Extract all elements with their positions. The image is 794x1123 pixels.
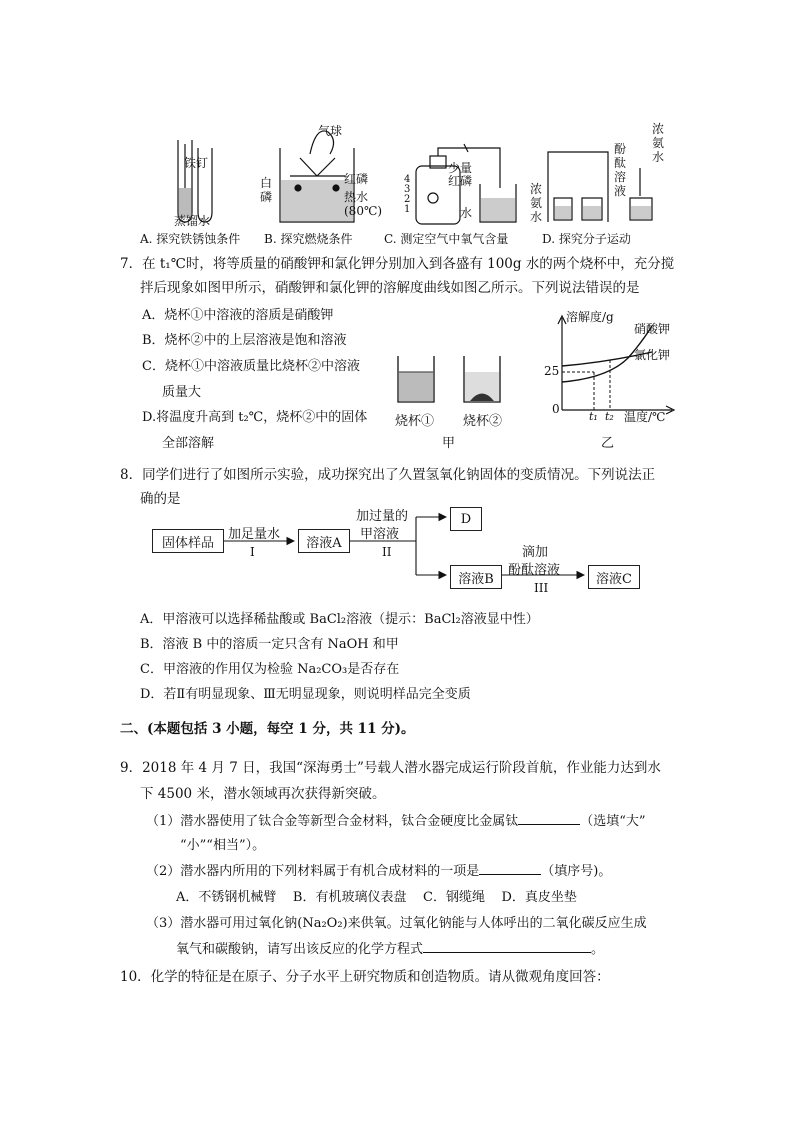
fig-c-label-water: 水 — [460, 206, 473, 220]
fig-b-label-temp: (80℃) — [344, 204, 383, 218]
chart-xlabel: 温度/℃ — [624, 410, 666, 424]
flow-step1-label: 加足量水 — [228, 527, 281, 542]
flow-step2-num: II — [382, 545, 392, 559]
q9-part1-blank[interactable] — [518, 812, 580, 825]
q8-option-d: D．若Ⅱ有明显现象、Ⅲ无明显现象，则说明样品完全变质 — [140, 687, 471, 702]
fig-d-label-phenolphthalein: 酚酞溶液 — [614, 142, 627, 198]
q7-stem-line2: 拌后现象如图甲所示，硝酸钾和氯化钾的溶解度曲线如图乙所示。下列说法错误的是 — [140, 280, 640, 296]
fig-jia-label: 甲 — [442, 436, 456, 451]
q7-beakers-figure — [390, 352, 510, 410]
q9-part2-options: A．不锈钢机械臂 B．有机玻璃仪表盘 C．钢缆绳 D．真皮坐垫 — [176, 890, 577, 905]
fig-yi-label: 乙 — [601, 436, 615, 451]
flow-box-d: D — [450, 507, 482, 531]
fig-c-scale-3: 3 — [404, 184, 411, 195]
chart-xtick-t2: t₂ — [605, 410, 614, 423]
q7-option-c-cont: 质量大 — [162, 385, 202, 400]
q9-part1-cont: “小”“相当”）。 — [180, 838, 266, 853]
q7-option-b: B．烧杯②中的上层溶液是饱和溶液 — [142, 333, 347, 348]
q9-part2-blank[interactable] — [479, 862, 541, 875]
beaker-2-label: 烧杯② — [463, 414, 503, 429]
flow-step2-label-1: 加过量的 — [356, 509, 409, 524]
legend-kno3: 硝酸钾 — [634, 322, 671, 336]
fig-c-label-red-p: 少量红磷 — [448, 161, 473, 188]
q8-option-a: A．甲溶液可以选择稀盐酸或 BaCl₂溶液（提示：BaCl₂溶液显中性） — [140, 612, 539, 627]
fig-b-label-white-p: 白磷 — [260, 176, 273, 204]
fig-b-label-balloon: 气球 — [318, 124, 343, 138]
flow-step3-num: III — [534, 581, 549, 595]
fig-c-scale-2: 2 — [404, 194, 411, 205]
q7-stem-line1: 7．在 t₁℃时，将等质量的硝酸钾和氯化钾分别加入到各盛有 100g 水的两个烧杯中，充分搅 — [120, 256, 675, 272]
q9-part3-end: 。 — [591, 942, 605, 957]
flow-step1-num: I — [250, 545, 255, 559]
fig-b-label-hot-water: 热水 — [344, 190, 369, 204]
flow-box-solution-c: 溶液C — [588, 565, 640, 589]
q7-option-d: D.将温度升高到 t₂℃，烧杯②中的固体 — [142, 410, 368, 425]
beaker-1-label: 烧杯① — [395, 414, 435, 429]
q9-part1-tail: （选填“大” — [580, 814, 646, 829]
fig-c-scale-4: 4 — [404, 174, 411, 185]
fig-b-label-red-p: 红磷 — [344, 172, 369, 186]
fig-d-label-ammonia-left: 浓氨水 — [530, 182, 543, 224]
caption-c: C. 测定空气中氧气含量 — [384, 232, 509, 246]
q9-part3-line2 — [176, 938, 604, 957]
fig-c-scale-1: 1 — [404, 204, 411, 215]
chart-xtick-t1: t₁ — [589, 410, 598, 423]
q9-part3-blank[interactable] — [423, 940, 591, 953]
flow-step3-label-1: 滴加 — [522, 545, 549, 560]
q7-option-d-cont: 全部溶解 — [162, 436, 215, 451]
q8-flow-diagram — [150, 505, 650, 600]
solubility-chart — [544, 310, 678, 424]
q8-stem-line1: 8．同学们进行了如图所示实验，成功探究出了久置氢氧化钠固体的变质情况。下列说法正 — [120, 467, 656, 483]
fig-a-label-water: 蒸馏水 — [174, 214, 211, 228]
q7-option-c: C．烧杯①中溶液质量比烧杯②中溶液 — [142, 359, 360, 374]
q9-part1-text: （1）潜水器使用了钛合金等新型合金材料，钛合金硬度比金属钛 — [146, 814, 519, 829]
q8-stem-line2: 确的是 — [140, 491, 181, 507]
q9-part2-tail: （填序号)。 — [541, 864, 612, 879]
q8-option-b: B．溶液 B 中的溶质一定只含有 NaOH 和甲 — [140, 637, 399, 652]
section-2-heading: 二、(本题包括 3 小题，每空 1 分，共 11 分)。 — [120, 721, 415, 737]
q9-stem-line1: 9．2018 年 4 月 7 日，我国“深海勇士”号载人潜水器完成运行阶段首航，作业能力达到水 — [120, 760, 661, 776]
fig-d-label-ammonia-right: 浓氨水 — [652, 122, 665, 164]
q9-stem-line2: 下 4500 米，潜水领域再次获得新突破。 — [140, 786, 386, 802]
q9-part2-text: （2）潜水器内所用的下列材料属于有机合成材料的一项是 — [146, 864, 480, 879]
flow-box-solution-a: 溶液A — [298, 529, 350, 553]
q9-part3-text: 氧气和碳酸钠，请写出该反应的化学方程式 — [176, 942, 424, 957]
caption-a: A. 探究铁锈蚀条件 — [140, 232, 241, 246]
q9-part2 — [146, 860, 611, 879]
q7-option-a: A．烧杯①中溶液的溶质是硝酸钾 — [142, 308, 334, 323]
flow-box-sample: 固体样品 — [152, 529, 224, 553]
q9-part3-line1: （3）潜水器可用过氧化钠(Na₂O₂)来供氧。过氧化钠能与人体呼出的二氧化碳反应生成 — [146, 916, 647, 931]
chart-ytick-25: 25 — [544, 364, 560, 378]
chart-ylabel: 溶解度/g — [566, 310, 614, 324]
flow-step2-label-2: 甲溶液 — [360, 527, 400, 542]
legend-kcl: 氯化钾 — [634, 348, 671, 362]
flow-step3-label-2: 酚酞溶液 — [508, 563, 561, 578]
caption-d: D. 探究分子运动 — [542, 232, 631, 246]
caption-b: B. 探究燃烧条件 — [264, 232, 353, 246]
q6-figure — [140, 118, 680, 248]
flow-box-solution-b: 溶液B — [450, 565, 502, 589]
q10-stem: 10．化学的特征是在原子、分子水平上研究物质和创造物质。请从微观角度回答： — [120, 969, 610, 985]
fig-a-label-nail: 铁钉 — [184, 156, 209, 170]
q9-part1 — [146, 810, 646, 829]
q8-option-c: C．甲溶液的作用仅为检验 Na₂CO₃是否存在 — [140, 662, 400, 677]
chart-origin: 0 — [552, 402, 560, 416]
